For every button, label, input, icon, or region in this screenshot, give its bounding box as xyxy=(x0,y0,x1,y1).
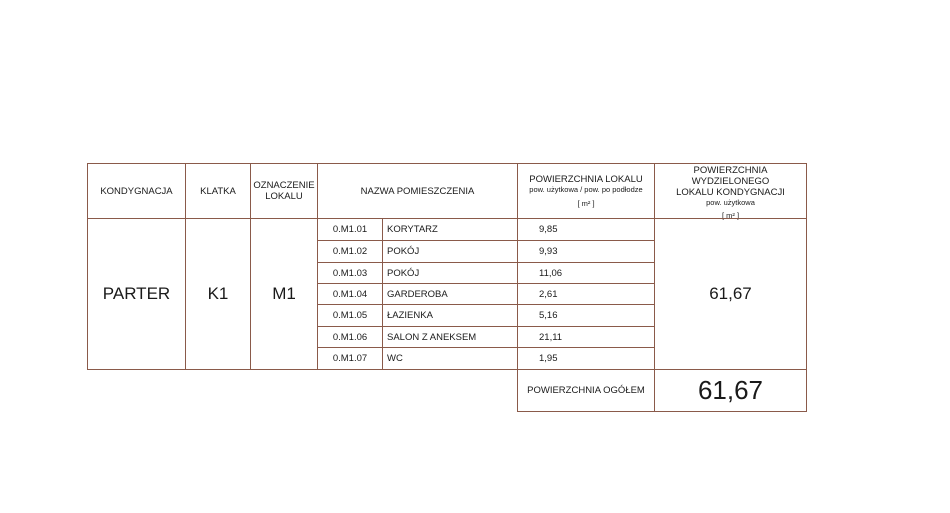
room-area xyxy=(517,304,655,327)
room-name-text: SALON Z ANEKSEM xyxy=(387,331,477,343)
room-area xyxy=(517,347,655,370)
header-pow-wydz-line2: LOKALU KONDYGNACJI xyxy=(676,187,785,198)
header-pow-lokalu-unit: [ m² ] xyxy=(577,198,595,208)
lokal-text: M1 xyxy=(272,284,296,303)
header-kondygnacja-label: KONDYGNACJA xyxy=(100,185,173,197)
header-nazwa-label: NAZWA POMIESZCZENIA xyxy=(360,185,475,197)
room-area-text: 2,61 xyxy=(539,288,558,300)
summary-value-text: 61,67 xyxy=(697,375,764,405)
room-area-text: 11,06 xyxy=(539,267,563,279)
summary-label-text: POWIERZCHNIA OGÓŁEM xyxy=(527,385,645,396)
header-pow-wydz-sub: pow. użytkowa xyxy=(706,198,755,207)
room-area xyxy=(517,326,655,348)
room-code-text: 0.M1.05 xyxy=(332,310,368,321)
room-code xyxy=(317,326,383,348)
room-area-text: 9,85 xyxy=(539,224,558,235)
header-nazwa-pomieszczenia xyxy=(317,163,518,219)
header-oznaczenie-line2: LOKALU xyxy=(265,191,303,202)
room-name xyxy=(382,262,518,284)
header-kondygnacja xyxy=(87,163,186,219)
room-name-text: ŁAZIENKA xyxy=(387,310,433,321)
room-code-text: 0.M1.03 xyxy=(332,267,368,279)
room-code-text: 0.M1.06 xyxy=(332,331,368,343)
room-area-text: 5,16 xyxy=(539,310,558,321)
room-name xyxy=(382,240,518,263)
klatka-value xyxy=(185,218,251,370)
room-area xyxy=(517,283,655,305)
room-name xyxy=(382,326,518,348)
header-powierzchnia-wydzielonego xyxy=(654,163,807,219)
pow-wydzielonego-text: 61,67 xyxy=(709,284,752,303)
room-code-text: 0.M1.02 xyxy=(332,246,368,257)
header-pow-lokalu-sub: pow. użytkowa / pow. po podłodze xyxy=(529,184,643,194)
header-pow-wydz-line1: POWIERZCHNIA WYDZIELONEGO xyxy=(691,165,770,187)
room-name xyxy=(382,218,518,241)
room-name-text: POKÓJ xyxy=(387,267,420,279)
header-powierzchnia-lokalu xyxy=(517,163,655,219)
room-name-text: GARDEROBA xyxy=(387,288,448,300)
kondygnacja-text: PARTER xyxy=(102,284,171,303)
room-code xyxy=(317,283,383,305)
room-name-text: POKÓJ xyxy=(387,246,420,257)
lokal-value xyxy=(250,218,318,370)
room-area xyxy=(517,218,655,241)
header-klatka-label: KLATKA xyxy=(200,185,236,197)
room-name xyxy=(382,304,518,327)
room-code xyxy=(317,262,383,284)
room-area-text: 9,93 xyxy=(539,246,558,257)
room-name xyxy=(382,347,518,370)
room-code-text: 0.M1.07 xyxy=(332,353,368,364)
header-klatka xyxy=(185,163,251,219)
room-code xyxy=(317,240,383,263)
header-oznaczenie-line1: OZNACZENIE xyxy=(253,180,315,191)
room-name-text: WC xyxy=(387,353,403,364)
room-name xyxy=(382,283,518,305)
klatka-text: K1 xyxy=(207,284,229,303)
room-area-text: 21,11 xyxy=(539,331,563,343)
header-pow-lokalu-title: POWIERZCHNIA LOKALU xyxy=(529,173,643,185)
room-area-text: 1,95 xyxy=(539,353,558,364)
room-area xyxy=(517,262,655,284)
room-area xyxy=(517,240,655,263)
room-code xyxy=(317,218,383,241)
summary-label xyxy=(517,369,655,412)
kondygnacja-value xyxy=(87,218,186,370)
header-pow-wydz-unit: [ m² ] xyxy=(721,211,740,220)
room-name-text: KORYTARZ xyxy=(387,224,438,235)
room-code xyxy=(317,347,383,370)
header-oznaczenie-lokalu xyxy=(250,163,318,219)
room-code xyxy=(317,304,383,327)
room-code-text: 0.M1.01 xyxy=(332,224,368,235)
summary-value xyxy=(654,369,807,412)
room-code-text: 0.M1.04 xyxy=(332,288,368,300)
pow-wydzielonego-value xyxy=(654,218,807,370)
